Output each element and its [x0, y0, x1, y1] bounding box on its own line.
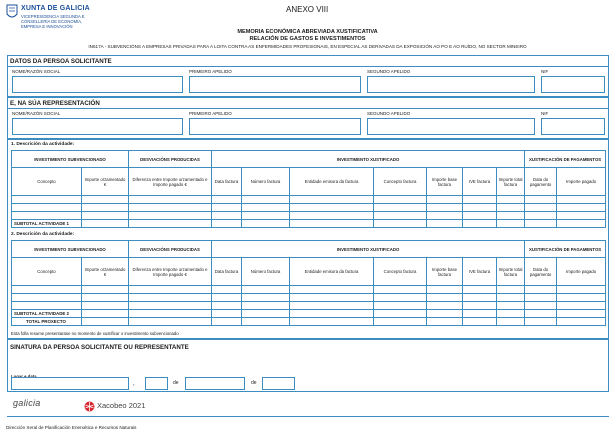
col-invoice-concept: Concepto factura: [374, 258, 427, 286]
activity-2-description: 2. Descrición da actividade:: [11, 232, 75, 237]
subtotal-1-label: SUBTOTAL ACTIVIDADE 1: [12, 220, 82, 228]
applicant-surname2-field[interactable]: [367, 76, 535, 93]
total-row: [12, 318, 606, 326]
rep-surname1-field[interactable]: [189, 118, 361, 135]
org-name: XUNTA DE GALICIA: [21, 5, 90, 12]
deviations-header: DESVIACIÓNS PRODUCIDAS: [129, 151, 212, 168]
subtotal-row: [12, 310, 606, 318]
col-payment-date: Data do pagamento: [525, 258, 557, 286]
signature-divider: [7, 391, 609, 392]
col-difference: Diferenza entre Importe orzamentado e Importe pagado €: [129, 258, 212, 286]
rep-nif-field[interactable]: [541, 118, 605, 135]
activity-1-description: 1. Descrición da actividade:: [11, 142, 75, 147]
doc-title: MEMORIA ECONÓMICA ABREVIADA XUSTIFICATIVA: [237, 29, 378, 35]
col-total-amount: Importe total factura: [497, 258, 525, 286]
de-separator-1: de: [173, 380, 179, 386]
table-row[interactable]: [12, 286, 606, 294]
applicant-nif-field[interactable]: [541, 76, 605, 93]
comma-separator: ,: [133, 381, 135, 387]
col-invoice-number: Número factura: [242, 168, 290, 196]
col-base-amount: Importe base factura: [427, 168, 463, 196]
xacobeo-logo: [84, 400, 164, 414]
xacobeo-shell-icon: [84, 401, 95, 412]
subsidized-header: INVESTIMENTO SUBVENCIONADO: [12, 241, 129, 258]
col-difference: Diferenza entre Importe orzamentado e Importe pagado €: [129, 168, 212, 196]
applicant-name-field[interactable]: [12, 76, 183, 93]
procedure-subtitle: IN517A - SUBVENCIÓNS A EMPRESAS PRIVADAS PARA A LOITA CONTRA AS ENFERMIDADES PROFESIONAIS, EN ESPECIAL AS DERIVADAS DA EXPOSICIÓN AO PO E AO RUÍDO, NO SECTOR MINEIRO: [88, 44, 527, 49]
footer-divider: [7, 416, 609, 417]
col-budget: Importe orzamentado €: [82, 168, 129, 196]
table-row[interactable]: [12, 212, 606, 220]
table-row[interactable]: [12, 196, 606, 204]
rep-surname1-label: PRIMEIRO APELIDO: [189, 111, 232, 116]
xunta-shield-icon: [6, 4, 18, 20]
col-total-amount: Importe total factura: [497, 168, 525, 196]
signature-section-title: SINATURA DA PERSOA SOLICITANTE OU REPRESENTANTE: [10, 344, 189, 351]
col-invoice-concept: Concepto factura: [374, 168, 427, 196]
justified-header: INVESTIMENTO XUSTIFICADO: [212, 151, 525, 168]
col-base-amount: Importe base factura: [427, 258, 463, 286]
de-separator-2: de: [251, 380, 257, 386]
col-vat: IVE factura: [463, 258, 497, 286]
col-concept: Concepto: [12, 168, 82, 196]
xacobeo-text: Xacobeo 2021: [97, 401, 146, 410]
subtotal-row: [12, 220, 606, 228]
activity-2-table: [11, 240, 606, 326]
activity-1-table: [11, 150, 606, 228]
rep-name-label: NOME/RAZÓN SOCIAL: [12, 111, 61, 116]
applicant-name-label: NOME/RAZÓN SOCIAL: [12, 69, 61, 74]
col-concept: Concepto: [12, 258, 82, 286]
footer-department: Dirección Xeral de Planificación Enerxética e Recursos Naturais: [6, 425, 137, 430]
applicant-section: [7, 55, 609, 97]
applicant-section-title: DATOS DA PERSOA SOLICITANTE: [8, 56, 608, 67]
col-payment-date: Data do pagamento: [525, 168, 557, 196]
year-field[interactable]: [262, 377, 295, 390]
payments-header: XUSTIFICACIÓN DE PAGAMENTOS: [525, 241, 606, 258]
subtotal-2-label: SUBTOTAL ACTIVIDADE 2: [12, 310, 82, 318]
day-field[interactable]: [145, 377, 168, 390]
rep-surname2-label: SEGUNDO APELIDO: [367, 111, 411, 116]
col-paid-amount: Importe pagado: [557, 258, 606, 286]
applicant-surname1-field[interactable]: [189, 76, 361, 93]
col-paid-amount: Importe pagado: [557, 168, 606, 196]
col-vat: IVE factura: [463, 168, 497, 196]
deviations-header: DESVIACIÓNS PRODUCIDAS: [129, 241, 212, 258]
representative-section-title: E, NA SÚA REPRESENTACIÓN: [8, 98, 608, 109]
table-row[interactable]: [12, 302, 606, 310]
summary-note: Esta folla resume presentarase no momento de xustificar o investimento subvencionado: [11, 331, 179, 336]
table-row[interactable]: [12, 204, 606, 212]
col-invoice-date: Data factura: [212, 258, 242, 286]
total-project-label: TOTAL PROXECTO: [12, 318, 82, 326]
table-row[interactable]: [12, 294, 606, 302]
col-invoice-date: Data factura: [212, 168, 242, 196]
col-budget: Importe orzamentado €: [82, 258, 129, 286]
col-issuer: Entidade emisora da factura: [290, 168, 374, 196]
doc-title-2: RELACIÓN DE GASTOS E INVESTIMENTOS: [249, 36, 366, 42]
col-issuer: Entidade emisora da factura: [290, 258, 374, 286]
subsidized-header: INVESTIMENTO SUBVENCIONADO: [12, 151, 129, 168]
place-field[interactable]: [11, 377, 129, 390]
applicant-surname2-label: SEGUNDO APELIDO: [367, 69, 411, 74]
rep-surname2-field[interactable]: [367, 118, 535, 135]
rep-nif-label: NIF: [541, 111, 549, 116]
month-field[interactable]: [185, 377, 245, 390]
col-invoice-number: Número factura: [242, 258, 290, 286]
justified-header: INVESTIMENTO XUSTIFICADO: [212, 241, 525, 258]
representative-section: [7, 97, 609, 139]
org-subtitle: VICEPRESIDENCIA SEGUNDA E CONSELLERÍA DE ECONOMÍA, EMPRESA E INNOVACIÓN: [21, 14, 85, 29]
galicia-logo: galicia: [13, 398, 41, 408]
rep-name-field[interactable]: [12, 118, 183, 135]
applicant-nif-label: NIF: [541, 69, 549, 74]
payments-header: XUSTIFICACIÓN DE PAGAMENTOS: [525, 151, 606, 168]
applicant-surname1-label: PRIMEIRO APELIDO: [189, 69, 232, 74]
